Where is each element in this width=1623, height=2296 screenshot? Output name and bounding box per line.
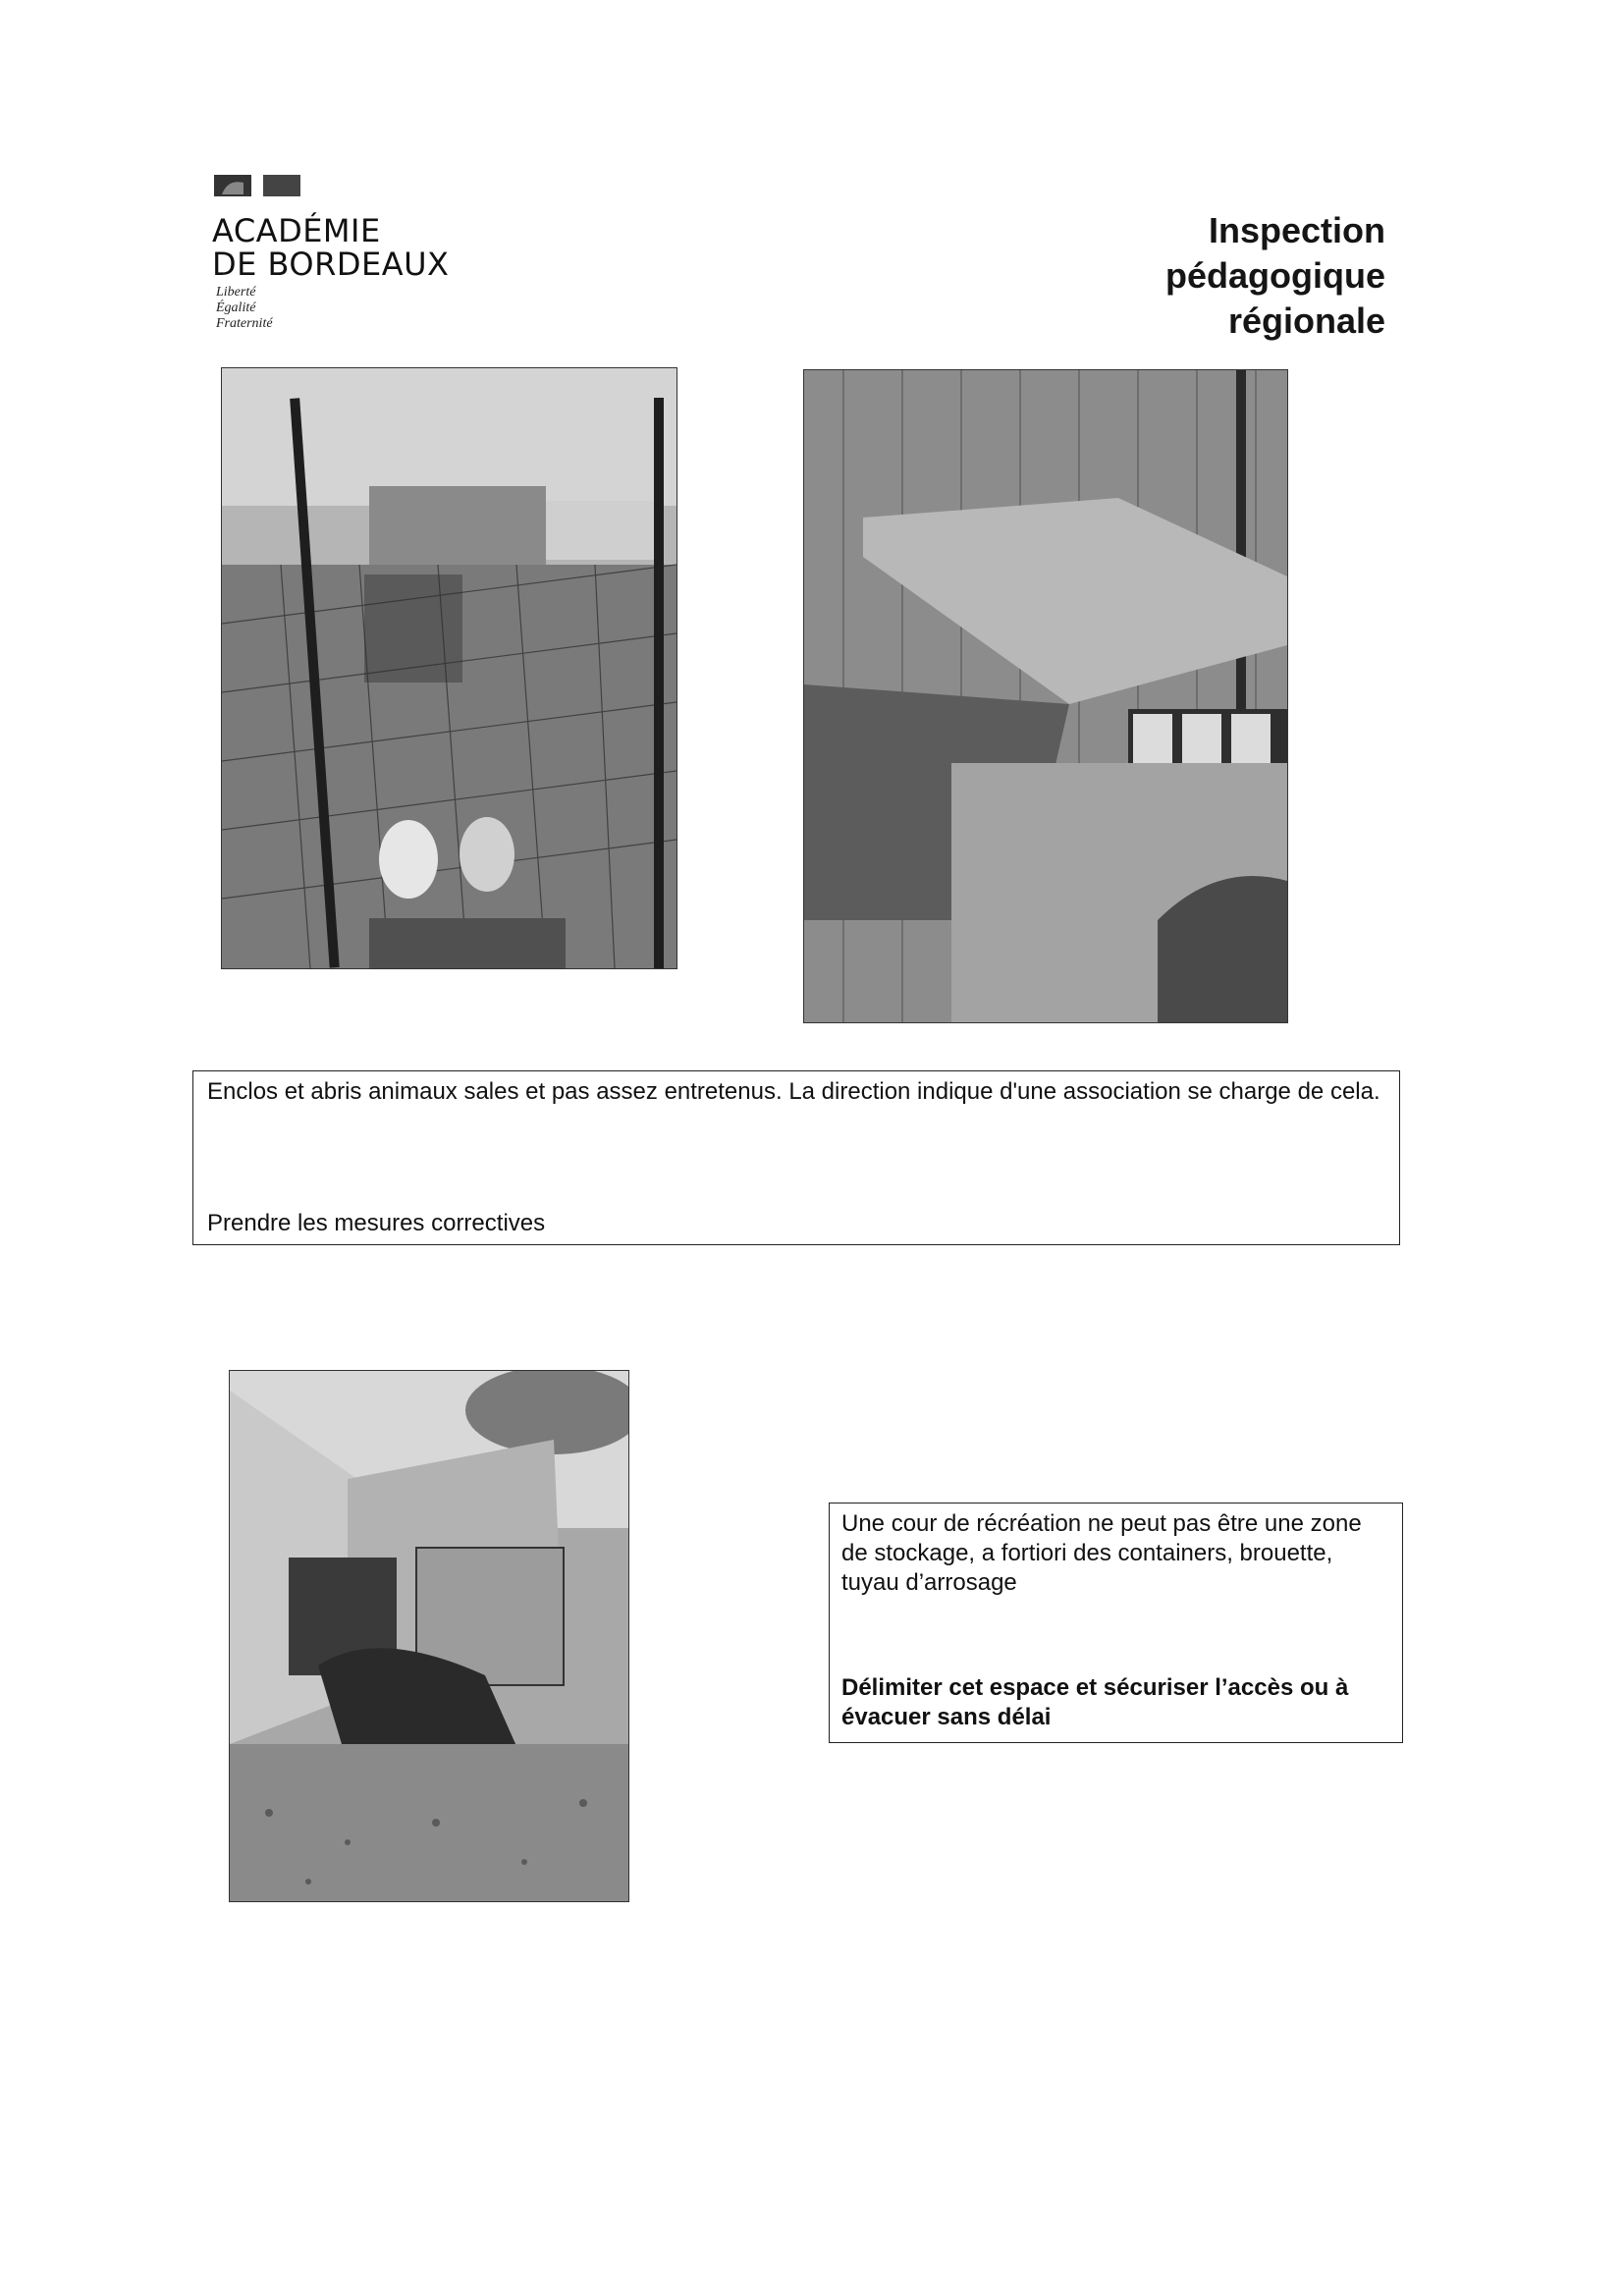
academy-name <box>212 214 449 281</box>
page-title <box>1165 208 1385 344</box>
remark-box-courtyard <box>829 1503 1403 1743</box>
remark-text: Enclos et abris animaux sales et pas assez entretenus. La direction indique d'une association se charge de cela. <box>207 1078 1380 1105</box>
title-line-2: pédagogique <box>1165 255 1385 296</box>
photo-animal-shelter-roof-icon <box>803 369 1288 1023</box>
title-line-1: Inspection <box>1208 210 1385 250</box>
photo-containers-courtyard-icon <box>229 1370 629 1902</box>
academy-line-2: DE BORDEAUX <box>212 246 450 283</box>
remark-text: Une cour de récréation ne peut pas être une zone de stockage, a fortiori des containers, brouette, tuyau d’arrosage <box>841 1510 1362 1596</box>
motto-fraternite: Fraternité <box>216 316 273 331</box>
title-line-3: régionale <box>1227 301 1385 341</box>
remark-box-enclosure <box>192 1070 1400 1245</box>
motto-liberte: Liberté <box>216 285 256 300</box>
remark-action: Prendre les mesures correctives <box>207 1210 546 1236</box>
republic-motto <box>216 285 273 332</box>
remark-action: Délimiter cet espace et sécuriser l’accès ou à évacuer sans délai <box>841 1674 1349 1730</box>
motto-egalite: Égalité <box>216 301 256 315</box>
academy-line-1: ACADÉMIE <box>212 212 381 249</box>
photo-animal-enclosure-icon <box>221 367 677 969</box>
marianne-flag-icon <box>214 173 302 198</box>
